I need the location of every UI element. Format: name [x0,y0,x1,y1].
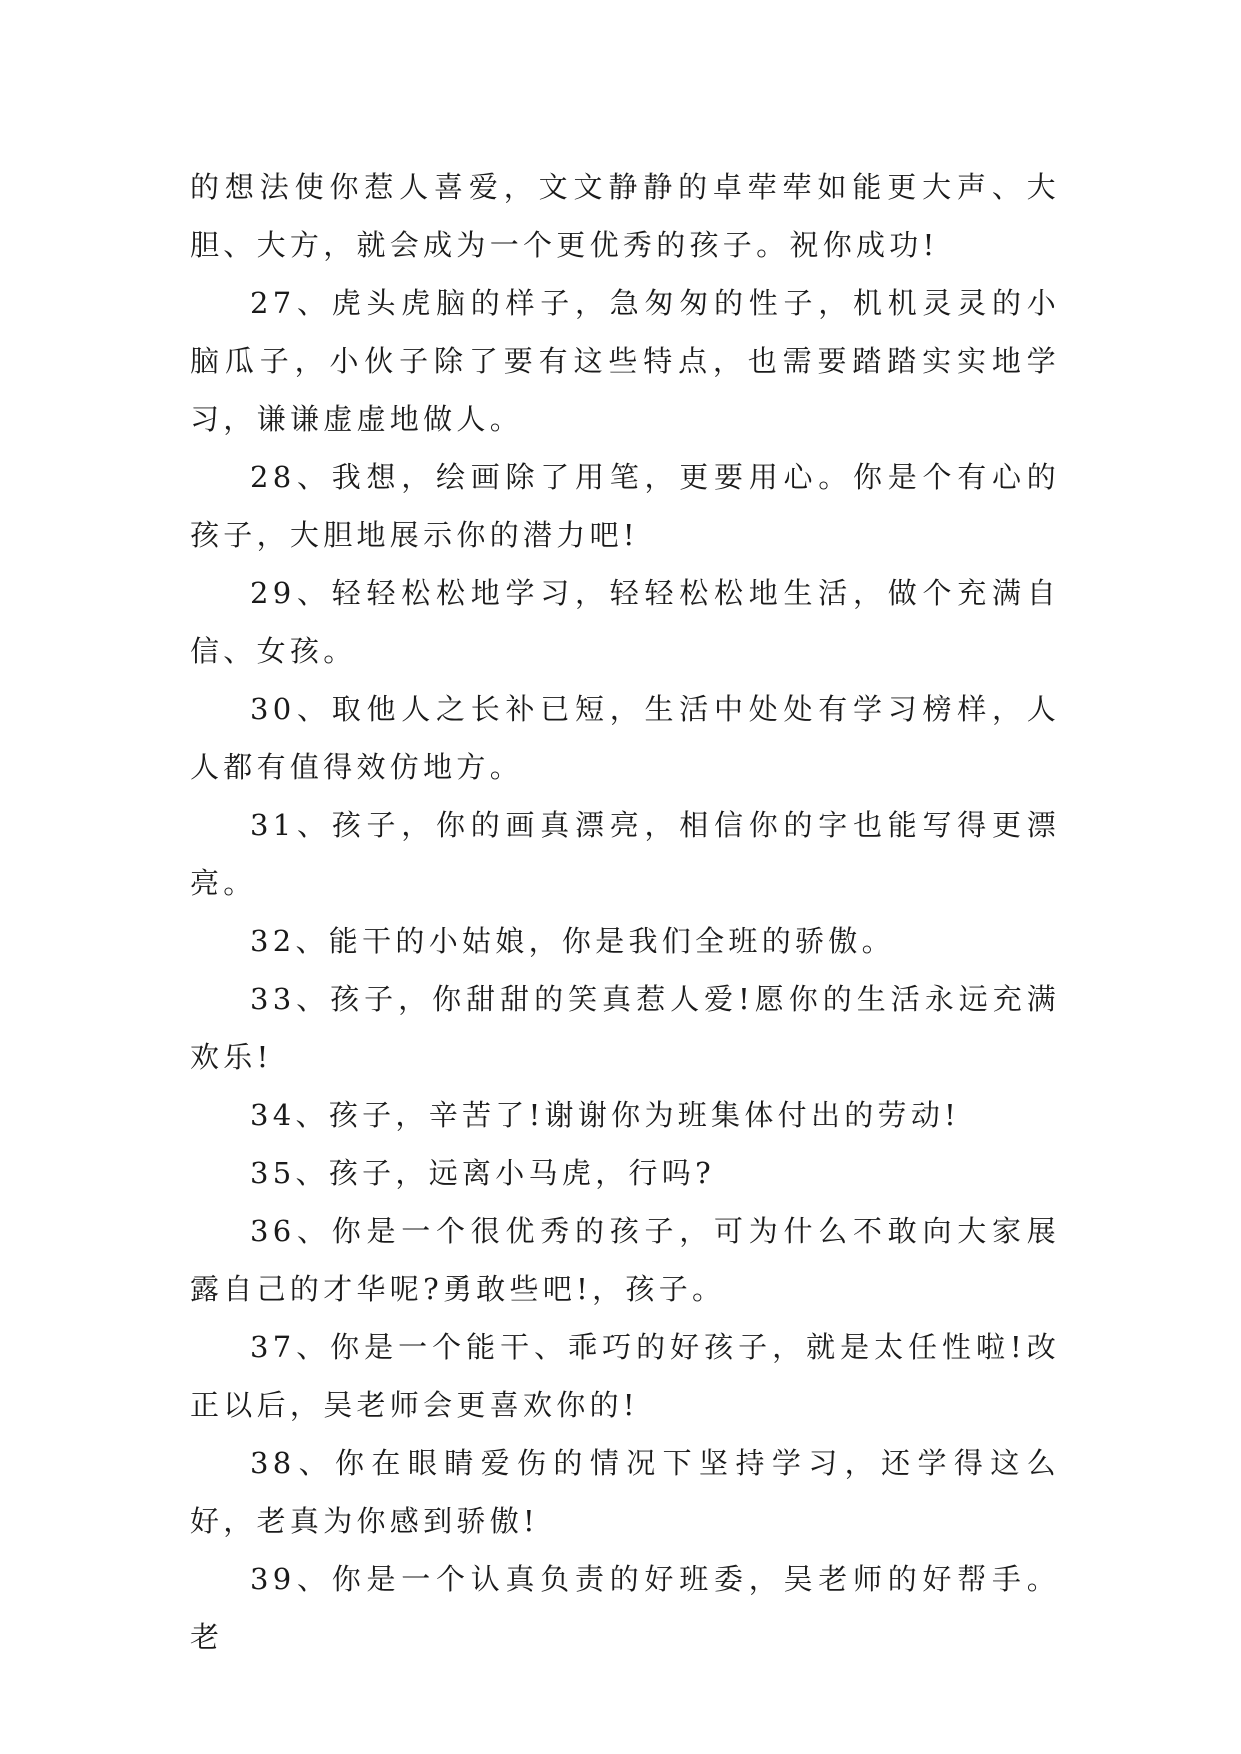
paragraph-31: 31、孩子，你的画真漂亮，相信你的字也能写得更漂亮。 [190,808,1060,900]
document-body [190,158,1060,1666]
paragraph-38: 38、你在眼睛爱伤的情况下坚持学习，还学得这么好，老真为你感到骄傲! [190,1446,1060,1538]
paragraph-36: 36、你是一个很优秀的孩子，可为什么不敢向大家展露自己的才华呢?勇敢些吧!，孩子。 [190,1214,1060,1306]
paragraph-39: 39、你是一个认真负责的好班委，吴老师的好帮手。老 [190,1562,1060,1654]
paragraph-35: 35、孩子，远离小马虎，行吗? [250,1156,715,1190]
paragraph-32: 32、能干的小姑娘，你是我们全班的骄傲。 [250,924,895,958]
paragraph-29: 29、轻轻松松地学习，轻轻松松地生活，做个充满自信、女孩。 [190,576,1060,668]
paragraph-33: 33、孩子，你甜甜的笑真惹人爱!愿你的生活永远充满欢乐! [190,982,1060,1074]
paragraph-34: 34、孩子，辛苦了!谢谢你为班集体付出的劳动! [250,1098,961,1132]
paragraph-27: 27、虎头虎脑的样子，急匆匆的性子，机机灵灵的小脑瓜子，小伙子除了要有这些特点，也需要踏踏实实地学习，谦谦虚虚地做人。 [190,286,1060,436]
paragraph-28: 28、我想，绘画除了用笔，更要用心。你是个有心的孩子，大胆地展示你的潜力吧! [190,460,1060,552]
paragraph-37: 37、你是一个能干、乖巧的好孩子，就是太任性啦!改正以后，吴老师会更喜欢你的! [190,1330,1060,1422]
paragraph-30: 30、取他人之长补已短，生活中处处有学习榜样，人人都有值得效仿地方。 [190,692,1060,784]
paragraph-26-continuation: 的想法使你惹人喜爱，文文静静的卓荦荦如能更大声、大胆、大方，就会成为一个更优秀的孩子。祝你成功! [190,170,1060,262]
